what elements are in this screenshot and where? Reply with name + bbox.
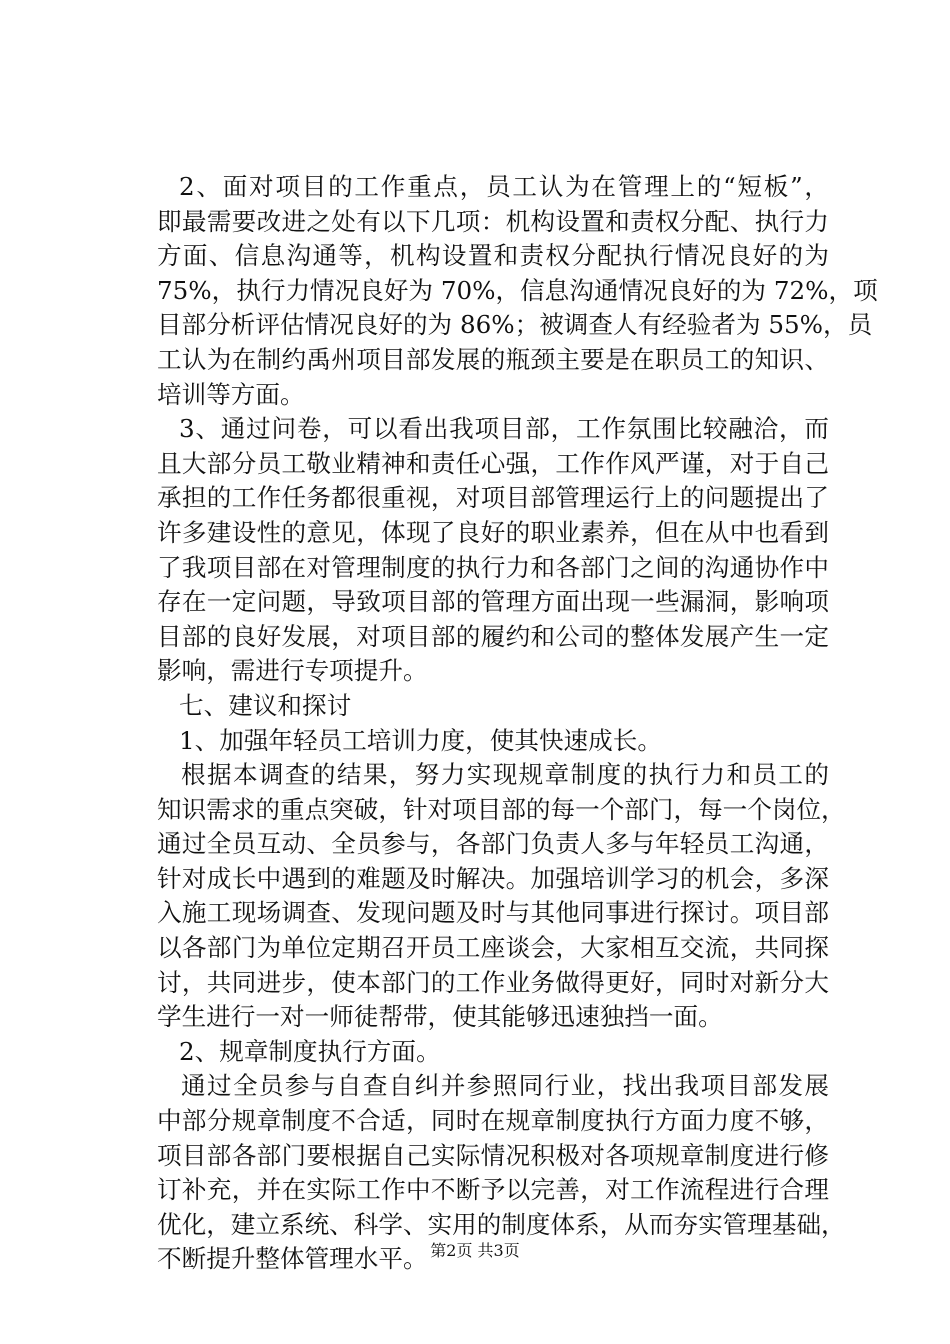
text-line: 1、加强年轻员工培训力度，使其快速成长。 bbox=[179, 725, 662, 755]
text-line: 知识需求的重点突破，针对项目部的每一个部门，每一个岗位， bbox=[157, 794, 846, 824]
text-line: 3、通过问卷，可以看出我项目部，工作氛围比较融洽，而 bbox=[179, 414, 829, 444]
text-line: 2、面对项目的工作重点，员工认为在管理上的“短板”， bbox=[179, 172, 829, 201]
text-line: 讨，共同进步，使本部门的工作业务做得更好，同时对新分大 bbox=[157, 967, 829, 997]
text-line: 项目部各部门要根据自己实际情况积极对各项规章制度进行修 bbox=[157, 1140, 829, 1170]
text-line: 入施工现场调查、发现问题及时与其他同事进行探讨。项目部 bbox=[157, 898, 829, 928]
text-line: 以各部门为单位定期召开员工座谈会，大家相互交流，共同探 bbox=[157, 933, 829, 963]
text-line: 许多建设性的意见，体现了良好的职业素养，但在从中也看到 bbox=[157, 517, 829, 547]
text-line: 通过全员互动、全员参与，各部门负责人多与年轻员工沟通， bbox=[157, 829, 829, 859]
text-line: 2、规章制度执行方面。 bbox=[179, 1036, 441, 1066]
text-line: 目部的良好发展，对项目部的履约和公司的整体发展产生一定 bbox=[157, 621, 829, 651]
text-line: 承担的工作任务都很重视，对项目部管理运行上的问题提出了 bbox=[157, 483, 829, 513]
text-line: 存在一定问题，导致项目部的管理方面出现一些漏洞，影响项 bbox=[157, 587, 829, 617]
document-body bbox=[157, 170, 878, 1277]
text-line: 且大部分员工敬业精神和责任心强，工作作风严谨，对于自己 bbox=[157, 448, 829, 478]
text-line: 不断提升整体管理水平。 bbox=[157, 1244, 428, 1274]
text-line: 订补充，并在实际工作中不断予以完善，对工作流程进行合理 bbox=[157, 1175, 829, 1205]
text-line: 中部分规章制度不合适，同时在规章制度执行方面力度不够， bbox=[157, 1106, 829, 1136]
text-line: 即最需要改进之处有以下几项：机构设置和责权分配、执行力 bbox=[157, 206, 829, 236]
text-line: 根据本调查的结果，努力实现规章制度的执行力和员工的 bbox=[181, 760, 829, 790]
text-line: 目部分析评估情况良好的为 86%；被调查人有经验者为 55%，员 bbox=[157, 310, 873, 340]
text-line: 方面、信息沟通等，机构设置和责权分配执行情况良好的为 bbox=[157, 241, 829, 271]
text-line: 优化，建立系统、科学、实用的制度体系，从而夯实管理基础， bbox=[157, 1209, 846, 1239]
text-line: 了我项目部在对管理制度的执行力和各部门之间的沟通协作中 bbox=[157, 552, 829, 582]
text-line: 针对成长中遇到的难题及时解决。加强培训学习的机会，多深 bbox=[157, 863, 829, 893]
text-line: 培训等方面。 bbox=[157, 379, 305, 409]
text-line: 学生进行一对一师徒帮带，使其能够迅速独挡一面。 bbox=[157, 1002, 723, 1032]
text-line: 工认为在制约禹州项目部发展的瓶颈主要是在职员工的知识、 bbox=[157, 344, 829, 374]
page-footer: 第2页 共3页 bbox=[430, 1241, 520, 1260]
text-line: 75%，执行力情况良好为 70%，信息沟通情况良好的为 72%，项 bbox=[157, 275, 878, 305]
text-line: 通过全员参与自查自纠并参照同行业，找出我项目部发展 bbox=[181, 1071, 829, 1101]
text-line: 影响，需进行专项提升。 bbox=[157, 656, 428, 686]
text-line: 七、建议和探讨 bbox=[179, 690, 352, 720]
